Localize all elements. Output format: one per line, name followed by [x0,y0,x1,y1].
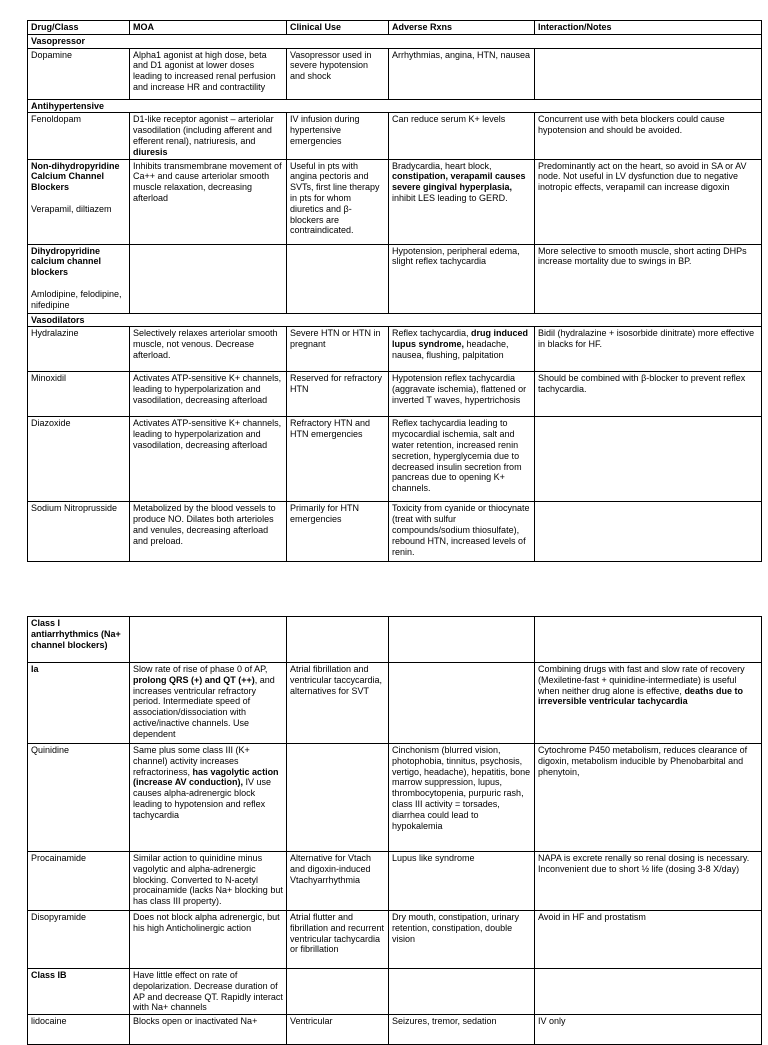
cell-moa: Selectively relaxes arteriolar smooth muscle, not venous. Decrease afterload. [130,327,287,372]
cell-drug: Minoxidil [28,372,130,417]
cell-drug: Disopyramide [28,911,130,969]
cell-notes: Should be combined with β-blocker to prevent reflex tachycardia. [535,372,762,417]
table-row-non-dhp-ccb [28,159,762,244]
table-header-row [28,21,762,35]
cell-use: Ventricular [287,1015,389,1045]
cell-drug: Diazoxide [28,417,130,502]
drug-table-cardiovascular [27,20,762,562]
cell-notes [535,969,762,1015]
cell-use: IV infusion during hypertensive emergencies [287,113,389,159]
header-adverse-rxns: Adverse Rxns [389,21,535,35]
cell-notes [535,417,762,502]
moa-bold-text: prolong QRS (+) and QT (++) [133,674,255,685]
moa-bold-text: diuresis [133,146,168,157]
moa-text: Same plus some class III (K+ channel) activity increases refractoriness, [133,745,250,777]
table-row-nitroprusside [28,502,762,562]
cell-use [287,244,389,313]
table-row-fenoldopam [28,113,762,159]
cell-notes [535,663,762,744]
cell-adverse: Hypotension reflex tachycardia (aggravate ischemia), flattened or inverted T waves, hypertrichosis [389,372,535,417]
cell-moa: Activates ATP-sensitive K+ channels, leading to hyperpolarization and vasodilation, decreasing afterload [130,417,287,502]
cell-moa [130,663,287,744]
cell-moa: Activates ATP-sensitive K+ channels, leading to hyperpolarization and vasodilation, decreasing afterload [130,372,287,417]
drug-examples: Amlodipine, felodipine, nifedipine [31,288,122,310]
table-row-minoxidil [28,372,762,417]
drug-examples: Verapamil, diltiazem [31,203,112,214]
cell-adverse: Hypotension, peripheral edema, slight reflex tachycardia [389,244,535,313]
cell-adverse: Dry mouth, constipation, urinary retention, constipation, double vision [389,911,535,969]
cell-use: Refractory HTN and HTN emergencies [287,417,389,502]
cell-adverse: Toxicity from cyanide or thiocynate (treat with sulfur compounds/sodium thiosulfate), rebound HTN, increased levels of renin. [389,502,535,562]
cell-adverse: Reflex tachycardia leading to mycocardial ischemia, salt and water retention, increased renin secretion, hyperglycemia due to decreased insulin secretion from pancreas due to opening K+ channels. [389,417,535,502]
table-row-quinidine [28,744,762,852]
cell-moa [130,617,287,663]
cell-drug: Class IB [28,969,130,1015]
cell-moa: Does not block alpha adrenergic, but his high Anticholinergic action [130,911,287,969]
moa-text: D1-like receptor agonist – arteriolar vasodilation (including afferent and efferent renal), natriuresis, and [133,114,274,146]
cell-notes: Predominantly act on the heart, so avoid in SA or AV node. Not useful in LV dysfunction due to negative inotropic effects, verapamil can increase digoxin [535,159,762,244]
cell-drug: Hydralazine [28,327,130,372]
cell-notes: IV only [535,1015,762,1045]
section-row-antihypertensive [28,99,762,113]
table-row-class-i [28,617,762,663]
cell-drug [28,159,130,244]
cell-use [287,744,389,852]
drug-class-name: Non-dihydropyridine Calcium Channel Blockers [31,160,120,193]
cell-use: Atrial flutter and fibrillation and recurrent ventricular tachycardia or fibrillation [287,911,389,969]
moa-text-end: IV use causes alpha-adrenergic block leading to hypotension and reflex tachycardia [133,777,272,820]
cell-adverse: Arrhythmias, angina, HTN, nausea [389,48,535,99]
table-row-procainamide [28,852,762,911]
adverse-text: Reflex tachycardia, [392,328,472,339]
cell-adverse: Can reduce serum K+ levels [389,113,535,159]
cell-moa [130,244,287,313]
cell-notes: Concurrent use with beta blockers could cause hypotension and should be avoided. [535,113,762,159]
cell-notes: Bidil (hydralazine + isosorbide dinitrate) more effective in blacks for HF. [535,327,762,372]
section-row-vasodilators [28,313,762,327]
section-label: Vasopressor [28,34,762,48]
cell-adverse: Seizures, tremor, sedation [389,1015,535,1045]
moa-text: Slow rate of rise of phase 0 of AP, [133,664,268,674]
table-row-diazoxide [28,417,762,502]
cell-adverse [389,617,535,663]
table-row-disopyramide [28,911,762,969]
cell-adverse [389,969,535,1015]
cell-notes: Cytochrome P450 metabolism, reduces clearance of digoxin, metabolism inducible by Phenobarbital and phenytoin, [535,744,762,852]
cell-use: Alternative for Vtach and digoxin-induced Vtachyarrhythmia [287,852,389,911]
cell-adverse: Cinchonism (blurred vision, photophobia, tinnitus, psychosis, vertigo, headache), hepatitis, bone marrow suppression, lupus, thrombocytopenia, purpuric rash, class III activity = torsades, diarrhea could lead to hypokalemia [389,744,535,852]
moa-text-end: , and increases ventricular refractory period. Intermediate speed of association/dissociation with active/inactive channels. Use dependent [133,674,275,739]
drug-table-antiarrhythmics [27,616,762,1045]
header-clinical-use: Clinical Use [287,21,389,35]
table-row-lidocaine [28,1015,762,1045]
cell-adverse [389,327,535,372]
cell-use: Severe HTN or HTN in pregnant [287,327,389,372]
adverse-text-end: inhibit LES leading to GERD. [392,192,508,203]
section-label: Antihypertensive [28,99,762,113]
table-row-class-ib [28,969,762,1015]
section-row-vasopressor [28,34,762,48]
table-row-dopamine [28,48,762,99]
cell-notes: More selective to smooth muscle, short acting DHPs increase mortality due to swings in BP. [535,244,762,313]
moa-bold-text: has vagolytic action (increase AV conduction), [133,766,279,788]
cell-adverse [389,159,535,244]
cell-drug: Ia [28,663,130,744]
drug-class-name: Dihydropyridine calcium channel blockers [31,245,102,278]
cell-moa: Metabolized by the blood vessels to produce NO. Dilates both arterioles and venules, decreasing afterload and preload. [130,502,287,562]
adverse-text: Bradycardia, heart block, [392,160,492,171]
section-label: Vasodilators [28,313,762,327]
cell-drug: Sodium Nitroprusside [28,502,130,562]
table-row-ia [28,663,762,744]
cell-moa: Blocks open or inactivated Na+ [130,1015,287,1045]
cell-drug: Class I antiarrhythmics (Na+ channel blockers) [28,617,130,663]
cell-moa: Alpha1 agonist at high dose, beta and D1 agonist at lower doses leading to increased renal perfusion and increase HR and contractility [130,48,287,99]
cell-notes: NAPA is excrete renally so renal dosing is necessary. Inconvenient due to short ½ life (dosing 3-8 X/day) [535,852,762,911]
notes-bold-text: deaths due to irreversible ventricular tachycardia [538,685,743,707]
cell-notes: Avoid in HF and prostatism [535,911,762,969]
cell-drug: Procainamide [28,852,130,911]
cell-use [287,969,389,1015]
cell-use: Reserved for refractory HTN [287,372,389,417]
cell-notes [535,617,762,663]
cell-moa: Inhibits transmembrane movement of Ca++ and cause arteriolar smooth muscle relaxation, decreasing afterload [130,159,287,244]
cell-drug: lidocaine [28,1015,130,1045]
cell-moa [130,113,287,159]
cell-drug: Fenoldopam [28,113,130,159]
cell-drug: Dopamine [28,48,130,99]
cell-drug [28,244,130,313]
cell-moa [130,744,287,852]
cell-use: Atrial fibrillation and ventricular taccycardia, alternatives for SVT [287,663,389,744]
adverse-text-end: headache, nausea, flushing, palpitation [392,339,509,360]
cell-use: Vasopressor used in severe hypotension and shock [287,48,389,99]
cell-notes [535,48,762,99]
cell-adverse: Lupus like syndrome [389,852,535,911]
cell-use [287,617,389,663]
cell-notes [535,502,762,562]
adverse-bold-text: constipation, verapamil causes severe gingival hyperplasia, [392,171,526,193]
adverse-bold-text: drug induced lupus syndrome, [392,328,529,350]
cell-adverse [389,663,535,744]
header-drug-class: Drug/Class [28,21,130,35]
cell-use: Useful in pts with angina pectoris and SVTs, first line therapy in pts for whom diuretics and β-blockers are contraindicated. [287,159,389,244]
table-row-hydralazine [28,327,762,372]
header-moa: MOA [130,21,287,35]
cell-drug: Quinidine [28,744,130,852]
cell-moa: Have little effect on rate of depolarization. Decrease duration of AP and decrease QT. Rapidly interact with Na+ channels [130,969,287,1015]
header-interaction-notes: Interaction/Notes [535,21,762,35]
cell-use: Primarily for HTN emergencies [287,502,389,562]
cell-moa: Similar action to quinidine minus vagolytic and alpha-adrenergic blocking. Converted to N-acetyl procainamide (lacks Na+ blocking but has class III property). [130,852,287,911]
table-row-dhp-ccb [28,244,762,313]
notes-text: Combining drugs with fast and slow rate of recovery (Mexiletine-fast + quinidine-intermediate) is useful when neither drug alone is effective, [538,664,745,696]
